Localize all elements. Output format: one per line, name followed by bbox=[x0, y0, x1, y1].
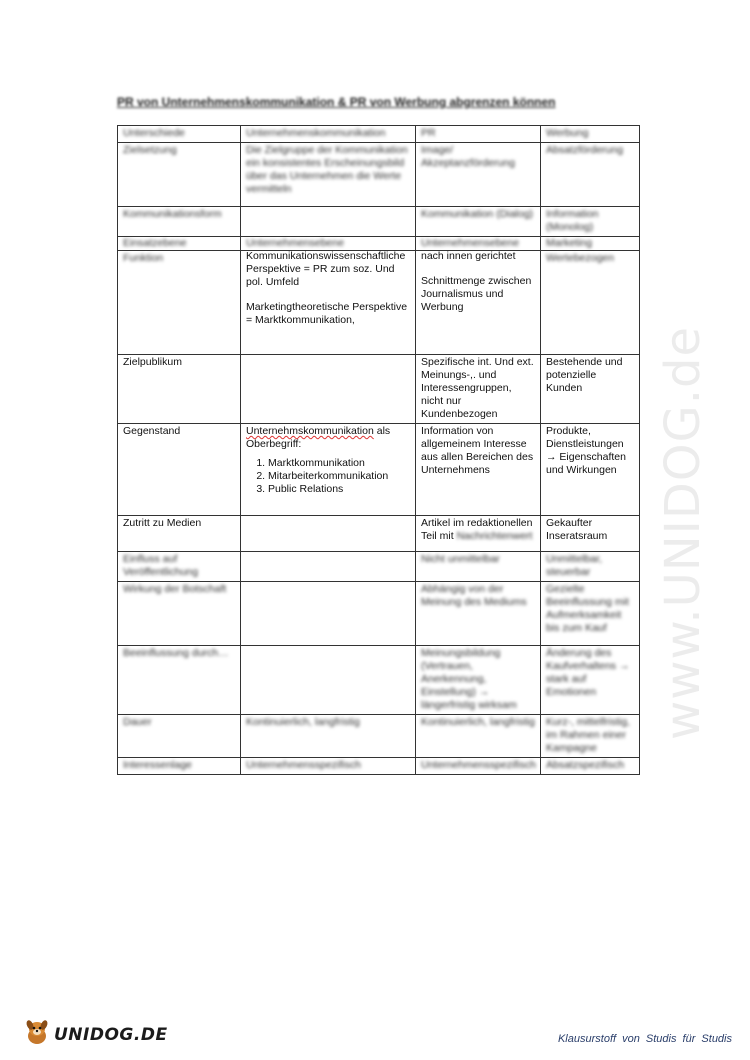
logo-text: UNIDOG.DE bbox=[54, 1024, 168, 1045]
table-cell: Die Zielgruppe der Kommunikation ein konsistentes Erscheinungsbild über das Unternehmen die Werte vermitteln bbox=[241, 143, 416, 207]
table-row bbox=[118, 516, 640, 552]
row-label: Wirkung der Botschaft bbox=[118, 582, 241, 646]
header-cell: PR bbox=[416, 126, 541, 143]
dog-mascot-icon bbox=[22, 1018, 52, 1051]
row-label: Einfluss auf Veröffentlichung bbox=[118, 552, 241, 582]
list-item: 1. Marktkommunikation bbox=[268, 457, 410, 470]
list-item: 2. Mitarbeiterkommunikation bbox=[268, 470, 410, 483]
table-cell bbox=[416, 251, 541, 355]
document-title: PR von Unternehmenskommunikation & PR von Werbung abgrenzen können bbox=[117, 95, 556, 109]
funktion-pr-direction: nach innen gerichtet bbox=[421, 250, 516, 262]
table-row bbox=[118, 715, 640, 758]
table-cell: Gekaufter Inseratsraum bbox=[541, 516, 640, 552]
list-item: 3. Public Relations bbox=[268, 483, 410, 496]
header-cell: Unterschiede bbox=[118, 126, 241, 143]
header-cell: Werbung bbox=[541, 126, 640, 143]
table-cell: Gezielte Beeinflussung mit Aufmerksamkeit bis zum Kauf bbox=[541, 582, 640, 646]
table-row bbox=[118, 251, 640, 355]
header-cell: Unternehmenskommunikation bbox=[241, 126, 416, 143]
comparison-table bbox=[117, 125, 640, 775]
table-cell bbox=[241, 207, 416, 237]
table-cell: Kontinuierlich, langfristig bbox=[416, 715, 541, 758]
table-row bbox=[118, 552, 640, 582]
table-cell bbox=[241, 646, 416, 715]
row-label: Zutritt zu Medien bbox=[118, 516, 241, 552]
table-cell: Abhängig von der Meinung des Mediums bbox=[416, 582, 541, 646]
funktion-uk-perspective-1: Kommunikationswissenschaftliche Perspektive = PR zum soz. Und pol. Umfeld bbox=[246, 250, 406, 288]
table-cell: Artikel im redaktionellen Teil mit Nachrichtenwert bbox=[416, 516, 541, 552]
table-row bbox=[118, 646, 640, 715]
table-row bbox=[118, 758, 640, 775]
table-cell: Unternehmensebene bbox=[241, 237, 416, 251]
row-label: Zielsetzung bbox=[118, 143, 241, 207]
table-cell: Information von allgemeinem Interesse aus allen Bereichen des Unternehmens bbox=[416, 424, 541, 516]
table-row bbox=[118, 237, 640, 251]
table-cell: Kontinuierlich, langfristig bbox=[241, 715, 416, 758]
table-cell: Spezifische int. Und ext. Meinungs-,. und Interessengruppen, nicht nur Kundenbezogen bbox=[416, 355, 541, 424]
gegenstand-list bbox=[246, 457, 410, 496]
table-cell: Wertebezogen bbox=[541, 251, 640, 355]
table-cell: Produkte, Dienstleistungen → Eigenschaften und Wirkungen bbox=[541, 424, 640, 516]
row-label: Gegenstand bbox=[118, 424, 241, 516]
table-cell bbox=[241, 251, 416, 355]
row-label: Beeinflussung durch… bbox=[118, 646, 241, 715]
table-cell: Kurz-, mittelfristig, im Rahmen einer Kampagne bbox=[541, 715, 640, 758]
table-cell: Unternehmensspezifisch bbox=[416, 758, 541, 775]
table-cell: Nicht unmittelbar bbox=[416, 552, 541, 582]
table-cell bbox=[241, 355, 416, 424]
gegenstand-intro: Unternehmskommunikation als Oberbegriff: bbox=[246, 425, 391, 450]
table-cell: Unmittelbar, steuerbar bbox=[541, 552, 640, 582]
table-cell: Kommunikation (Dialog) bbox=[416, 207, 541, 237]
row-label: Kommunikationsform bbox=[118, 207, 241, 237]
table-row bbox=[118, 207, 640, 237]
table-row bbox=[118, 143, 640, 207]
row-label: Dauer bbox=[118, 715, 241, 758]
row-label: Funktion bbox=[118, 251, 241, 355]
table-cell bbox=[241, 516, 416, 552]
table-cell: Marketing bbox=[541, 237, 640, 251]
table-cell: Meinungsbildung (Vertrauen, Anerkennung, Einstellung) → längerfristig wirksam bbox=[416, 646, 541, 715]
watermark: www.UNIDOG.de bbox=[655, 325, 711, 740]
table-header-row bbox=[118, 126, 640, 143]
table-cell: Absatzspezifisch bbox=[541, 758, 640, 775]
table-cell: Bestehende und potenzielle Kunden bbox=[541, 355, 640, 424]
row-label: Interessenlage bbox=[118, 758, 241, 775]
table-row bbox=[118, 424, 640, 516]
funktion-pr-overlap: Schnittmenge zwischen Journalismus und Werbung bbox=[421, 275, 532, 313]
table-cell: Unternehmensspezifisch bbox=[241, 758, 416, 775]
table-cell bbox=[241, 424, 416, 516]
row-label: Einsatzebene bbox=[118, 237, 241, 251]
funktion-uk-perspective-2: Marketingtheoretische Perspektive = Marktkommunikation, bbox=[246, 301, 408, 326]
table-cell bbox=[241, 582, 416, 646]
spellcheck-word: Unternehmskommunikation bbox=[246, 425, 374, 437]
table-cell: Image/ Akzeptanzförderung bbox=[416, 143, 541, 207]
table-row bbox=[118, 582, 640, 646]
footer-tagline: Klausurstoff von Studis für Studis bbox=[557, 1033, 732, 1045]
table-cell: Änderung des Kaufverhaltens → stark auf Emotionen bbox=[541, 646, 640, 715]
footer-logo bbox=[22, 1018, 168, 1051]
table-cell bbox=[241, 552, 416, 582]
row-label: Zielpublikum bbox=[118, 355, 241, 424]
table-cell: Information (Monolog) bbox=[541, 207, 640, 237]
table-cell: Unternehmensebene bbox=[416, 237, 541, 251]
table-cell: Absatzförderung bbox=[541, 143, 640, 207]
table-row bbox=[118, 355, 640, 424]
